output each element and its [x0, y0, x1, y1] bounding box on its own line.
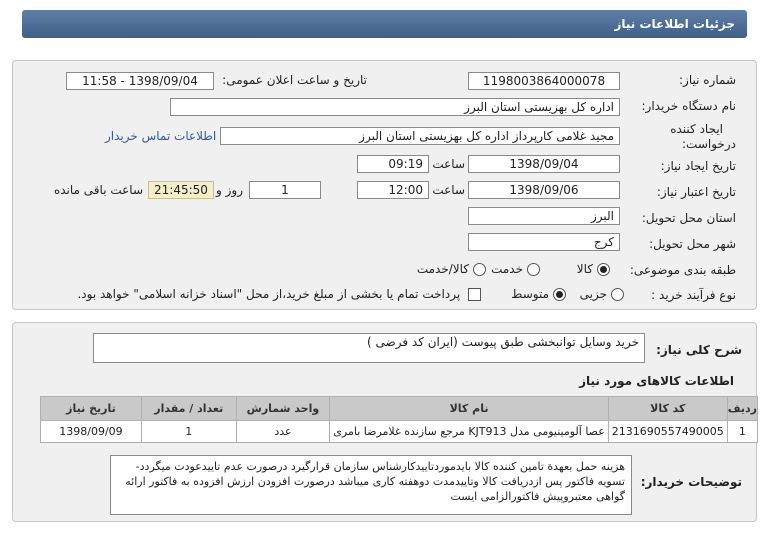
- create-date-field: 1398/09/04: [468, 155, 620, 173]
- column-header-need-date: تاریخ نیاز: [41, 397, 142, 421]
- buyer-contact-link[interactable]: اطلاعات تماس خریدار: [105, 129, 217, 143]
- purchase-option-minor[interactable]: جزیی: [580, 287, 624, 301]
- category-option-goods[interactable]: کالا: [577, 262, 610, 276]
- treasury-bonds-option[interactable]: پرداخت تمام یا بخشی از مبلغ خرید،از محل "اسناد خزانه اسلامی" خواهد بود.: [77, 287, 481, 301]
- description-label: شرح کلی نیاز:: [656, 343, 742, 357]
- purchase-type-label: نوع فرآیند خرید :: [651, 288, 736, 302]
- creator-label-line1: ایجاد کننده: [670, 122, 723, 136]
- buyer-org-field: اداره کل بهزیستی استان البرز: [170, 98, 620, 116]
- purchase-option-medium[interactable]: متوسط: [511, 287, 566, 301]
- buyer-org-label: نام دستگاه خریدار:: [641, 99, 736, 113]
- creator-label-line2: درخواست:: [682, 137, 736, 151]
- radio-selected-icon[interactable]: [553, 288, 566, 301]
- valid-time-label: ساعت: [432, 183, 465, 197]
- remaining-label: ساعت باقی مانده: [53, 183, 143, 197]
- cell-item-name: عصا آلومینیومی مدل KJT913 مرجع سازنده غلامرضا بامری: [330, 421, 609, 443]
- announce-date-field: 1398/09/04 - 11:58: [66, 72, 214, 90]
- remaining-time-field: 21:45:50: [148, 181, 214, 199]
- description-field: خرید وسایل توانبخشی طبق پیوست (ایران کد فرضی ): [93, 333, 645, 363]
- items-section-title: اطلاعات کالاهای مورد نیاز: [579, 374, 734, 388]
- checkbox-icon[interactable]: [468, 288, 481, 301]
- radio-selected-icon[interactable]: [597, 263, 610, 276]
- table-row: [41, 421, 758, 443]
- city-label: شهر محل تحویل:: [649, 237, 736, 251]
- items-table: [40, 396, 758, 443]
- days-label: روز و: [216, 183, 243, 197]
- category-option-goods-service[interactable]: کالا/خدمت: [417, 262, 486, 276]
- radio-icon[interactable]: [527, 263, 540, 276]
- create-date-label: تاریخ ایجاد نیاز:: [660, 159, 736, 173]
- category-label: طبقه بندی موضوعی:: [629, 263, 736, 277]
- create-time-field: 09:19: [357, 155, 429, 173]
- need-number-field: 1198003864000078: [468, 72, 620, 90]
- cell-need-date: 1398/09/09: [41, 421, 142, 443]
- column-header-unit: واحد شمارش: [236, 397, 330, 421]
- valid-date-label: تاریخ اعتبار نیاز:: [656, 185, 736, 199]
- cell-unit: عدد: [236, 421, 330, 443]
- page-title: جزئیات اطلاعات نیاز: [22, 10, 747, 38]
- valid-date-field: 1398/09/06: [468, 181, 620, 199]
- days-field: 1: [249, 181, 321, 199]
- cell-row-number: 1: [727, 421, 757, 443]
- province-label: استان محل تحویل:: [641, 211, 736, 225]
- radio-icon[interactable]: [611, 288, 624, 301]
- creator-field: مجید غلامی کارپرداز اداره کل بهزیستی استان البرز: [220, 127, 620, 145]
- cell-quantity: 1: [141, 421, 236, 443]
- column-header-row: ردیف: [727, 397, 757, 421]
- valid-time-field: 12:00: [357, 181, 429, 199]
- city-field: کرج: [468, 233, 620, 251]
- column-header-code: کد کالا: [608, 397, 727, 421]
- cell-item-code: 2131690557490005: [608, 421, 727, 443]
- province-field: البرز: [468, 207, 620, 225]
- buyer-notes-field: هزینه حمل بعهدة تامین کننده کالا بایدموردتاییدکارشناس سازمان قرارگیرد درصورت عدم تاییدعودت میگردد-تسویه فاکتور پس ازدریافت کالا وتاییدمدت دوهفته کاری میباشد درصورت افزودن ارزش افزوده به فاکتور ارائه گواهی معتبروپیش فاکتورالزامی ایست: [110, 455, 632, 515]
- column-header-name: نام کالا: [330, 397, 609, 421]
- radio-icon[interactable]: [473, 263, 486, 276]
- category-option-service[interactable]: خدمت: [491, 262, 540, 276]
- create-time-label: ساعت: [432, 157, 465, 171]
- announce-date-label: تاریخ و ساعت اعلان عمومی:: [222, 73, 367, 87]
- column-header-quantity: تعداد / مقدار: [141, 397, 236, 421]
- buyer-notes-label: توضیحات خریدار:: [640, 475, 742, 489]
- need-number-label: شماره نیاز:: [679, 73, 736, 87]
- items-table-header: [41, 397, 758, 421]
